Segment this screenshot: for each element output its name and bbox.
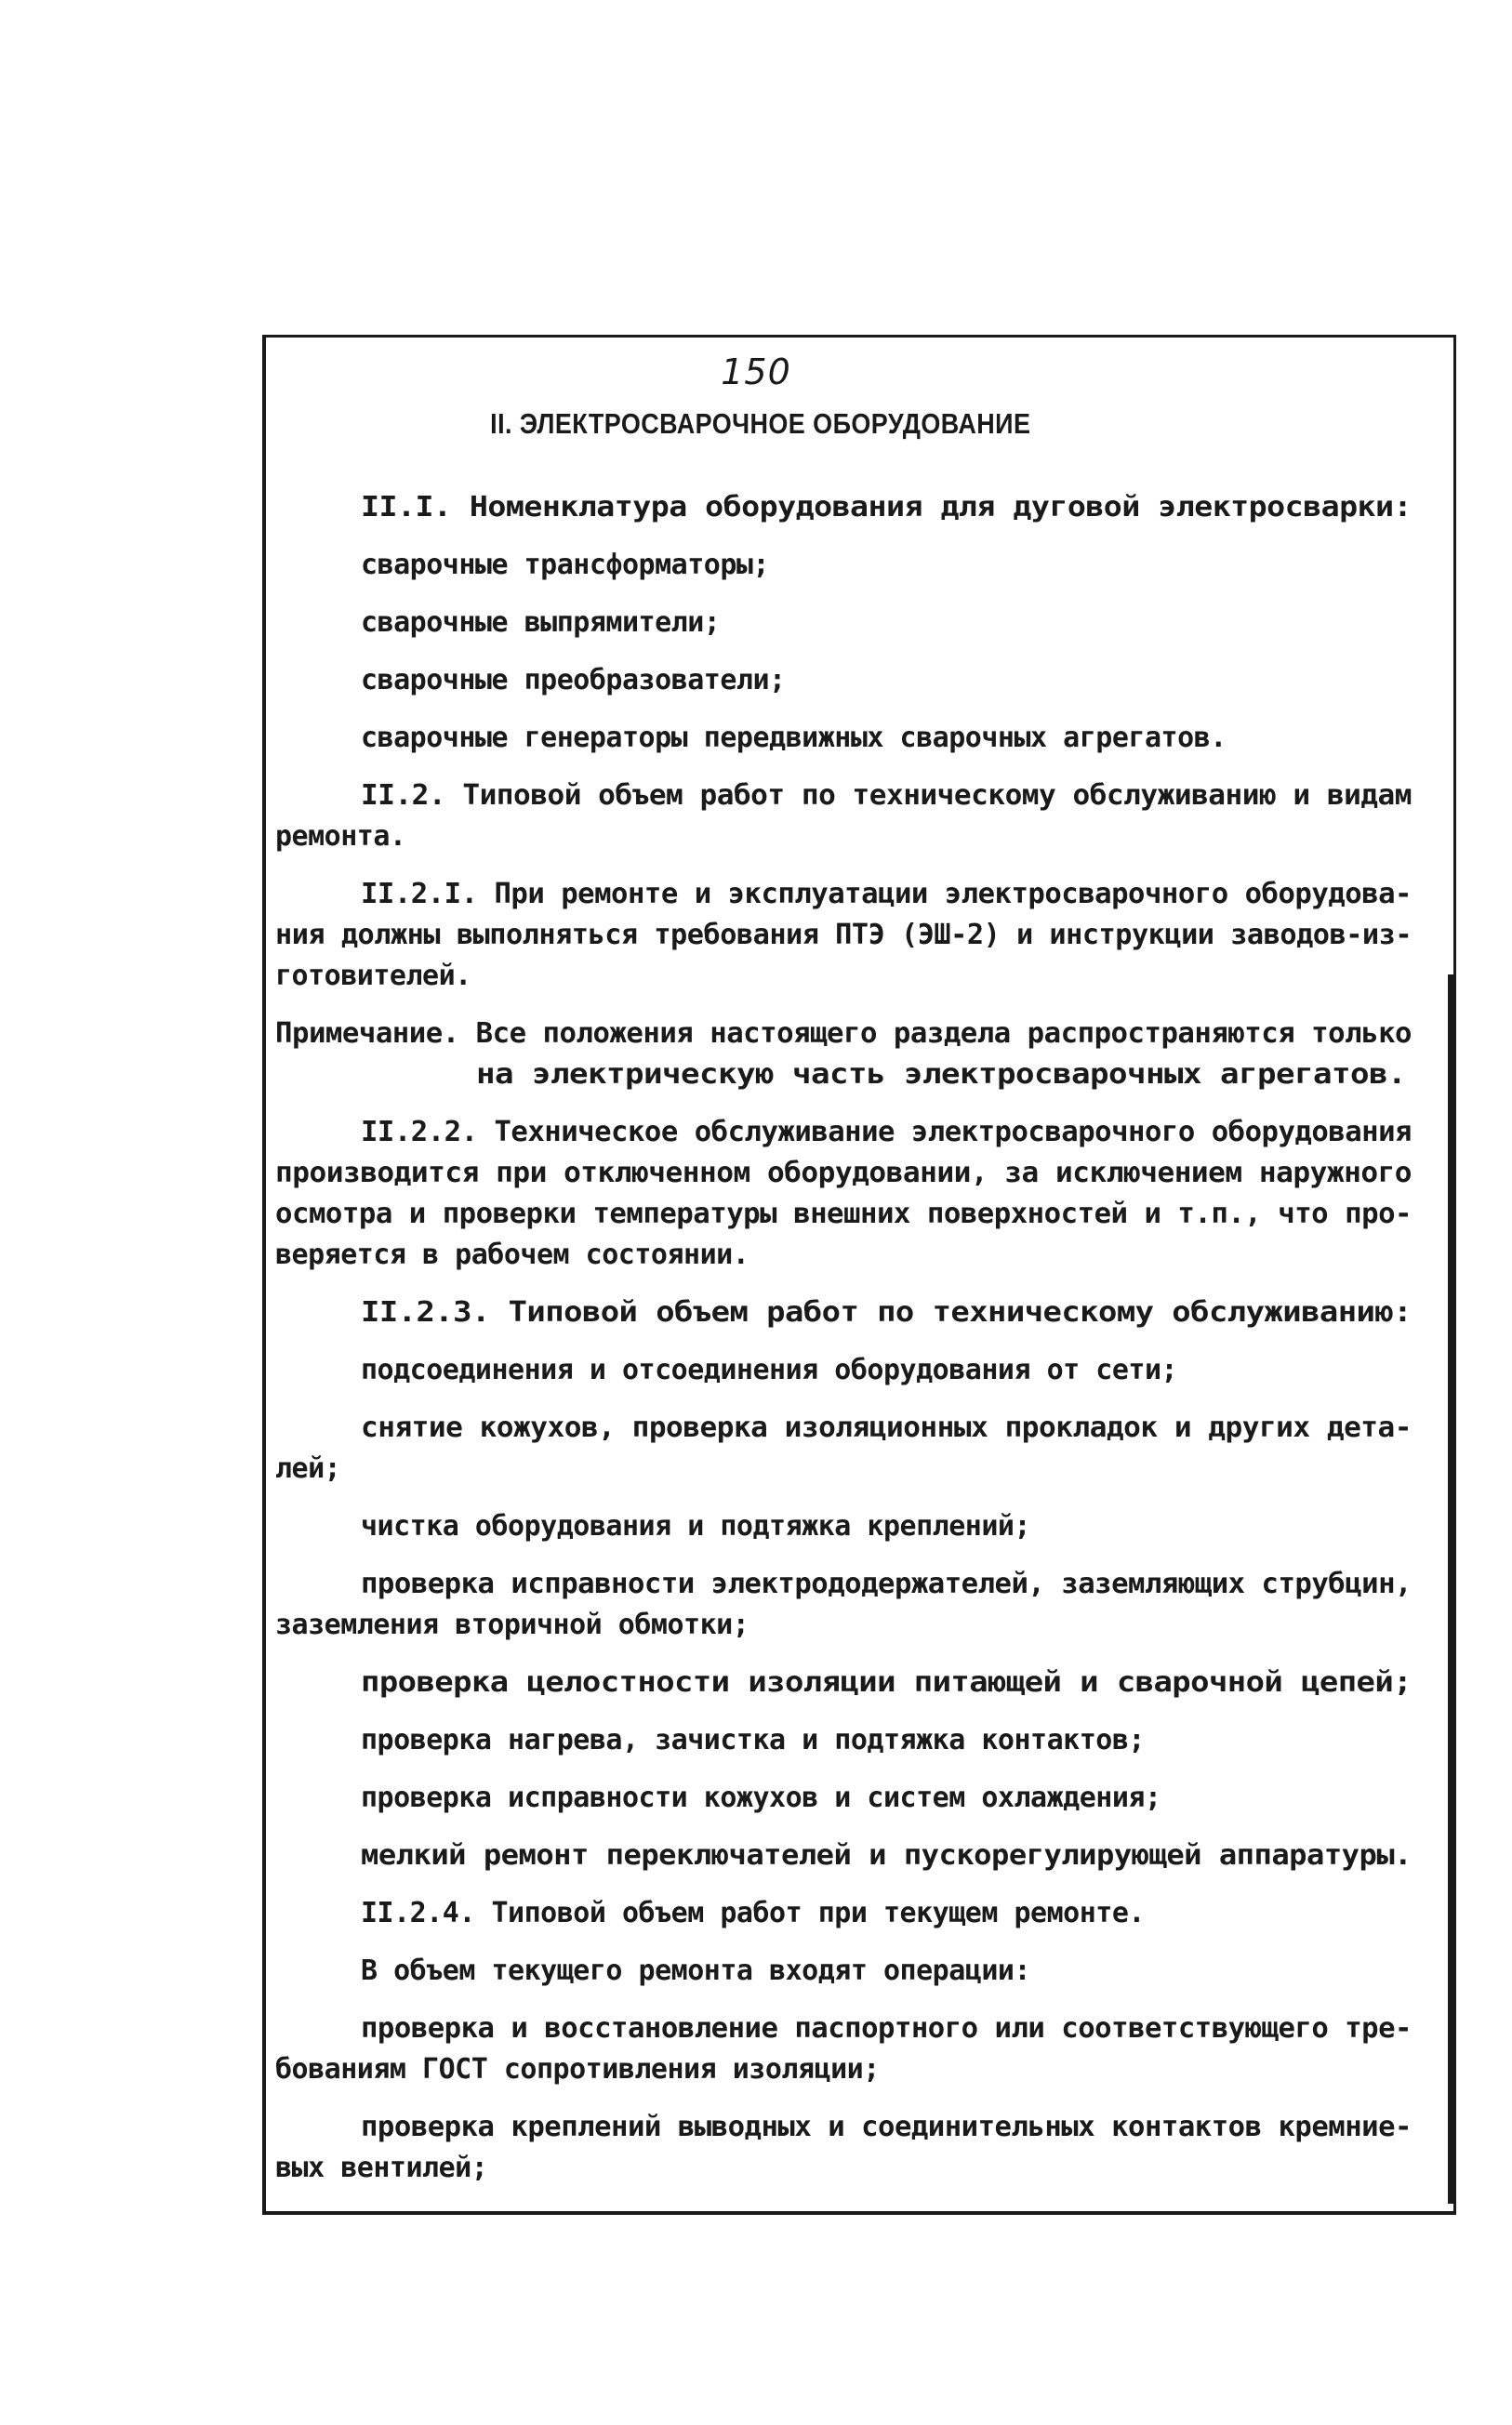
- text-line: мелкий ремонт переключателей и пускорегулирующей аппаратуры.: [361, 1839, 1412, 1872]
- text-line: подсоединения и отсоединения оборудования от сети;: [361, 1354, 1178, 1386]
- text-line: производится при отключенном оборудовании, за исключением наружного: [275, 1157, 1413, 1189]
- text-line: сварочные преобразователи;: [361, 664, 786, 696]
- text-line: проверка нагрева, зачистка и подтяжка контактов;: [361, 1724, 1145, 1756]
- text-line: II.2.4. Типовой объем работ при текущем ремонте.: [361, 1897, 1145, 1929]
- page-number: 150: [721, 351, 791, 392]
- text-line: бованиям ГОСТ сопротивления изоляции;: [275, 2053, 880, 2086]
- text-line: осмотра и проверки температуры внешних поверхностей и т.п., что про-: [275, 1198, 1413, 1230]
- text-line: проверка целостности изоляции питающей и сварочной цепей;: [361, 1666, 1413, 1699]
- text-line: сварочные выпрямители;: [361, 606, 721, 639]
- text-line: снятие кожухов, проверка изоляционных прокладок и других дета-: [361, 1411, 1412, 1444]
- text-line: чистка оборудования и подтяжка креплений;: [361, 1510, 1031, 1543]
- text-line: проверка исправности электрододержателей, заземляющих струбцин,: [361, 1568, 1412, 1600]
- text-line: II.2.I. При ремонте и эксплуатации электросварочного оборудова-: [361, 878, 1412, 910]
- note-line: Примечание. Все положения настоящего раздела распространяются только: [275, 1017, 1413, 1050]
- text-line: заземления вторичной обмотки;: [275, 1609, 749, 1641]
- text-line: II.2.3. Типовой объем работ по техническому обслуживанию:: [361, 1296, 1413, 1329]
- note-line: на электрическую часть электросварочных агрегатов.: [476, 1058, 1407, 1091]
- text-line: II.2. Типовой объем работ по техническому обслуживанию и видам: [361, 779, 1412, 812]
- section-heading: II. ЭЛЕКТРОСВАРОЧНОЕ ОБОРУДОВАНИЕ: [490, 407, 1031, 440]
- text-line: веряется в рабочем состоянии.: [275, 1239, 749, 1271]
- text-line: проверка и восстановление паспортного или соответствующего тре-: [361, 2012, 1412, 2045]
- text-line: II.2.2. Техническое обслуживание электросварочного оборудования: [361, 1116, 1412, 1148]
- binding-edge-bar: [1448, 974, 1456, 2204]
- text-line: сварочные трансформаторы;: [361, 549, 770, 581]
- text-line: В объем текущего ремонта входят операции:: [361, 1955, 1031, 1987]
- text-line: II.I. Номенклатура оборудования для дуговой электросварки:: [361, 491, 1413, 523]
- text-line: вых вентилей;: [275, 2152, 488, 2184]
- text-line: проверка креплений выводных и соединительных контактов кремние-: [361, 2111, 1412, 2143]
- text-line: проверка исправности кожухов и систем охлаждения;: [361, 1782, 1161, 1814]
- text-line: ремонта.: [275, 820, 406, 853]
- text-line: ния должны выполняться требования ПТЭ (ЭШ-2) и инструкции заводов-из-: [275, 919, 1413, 951]
- text-line: лей;: [275, 1452, 341, 1485]
- text-line: готовителей.: [275, 960, 471, 992]
- text-line: сварочные генераторы передвижных сварочных агрегатов.: [361, 722, 1227, 754]
